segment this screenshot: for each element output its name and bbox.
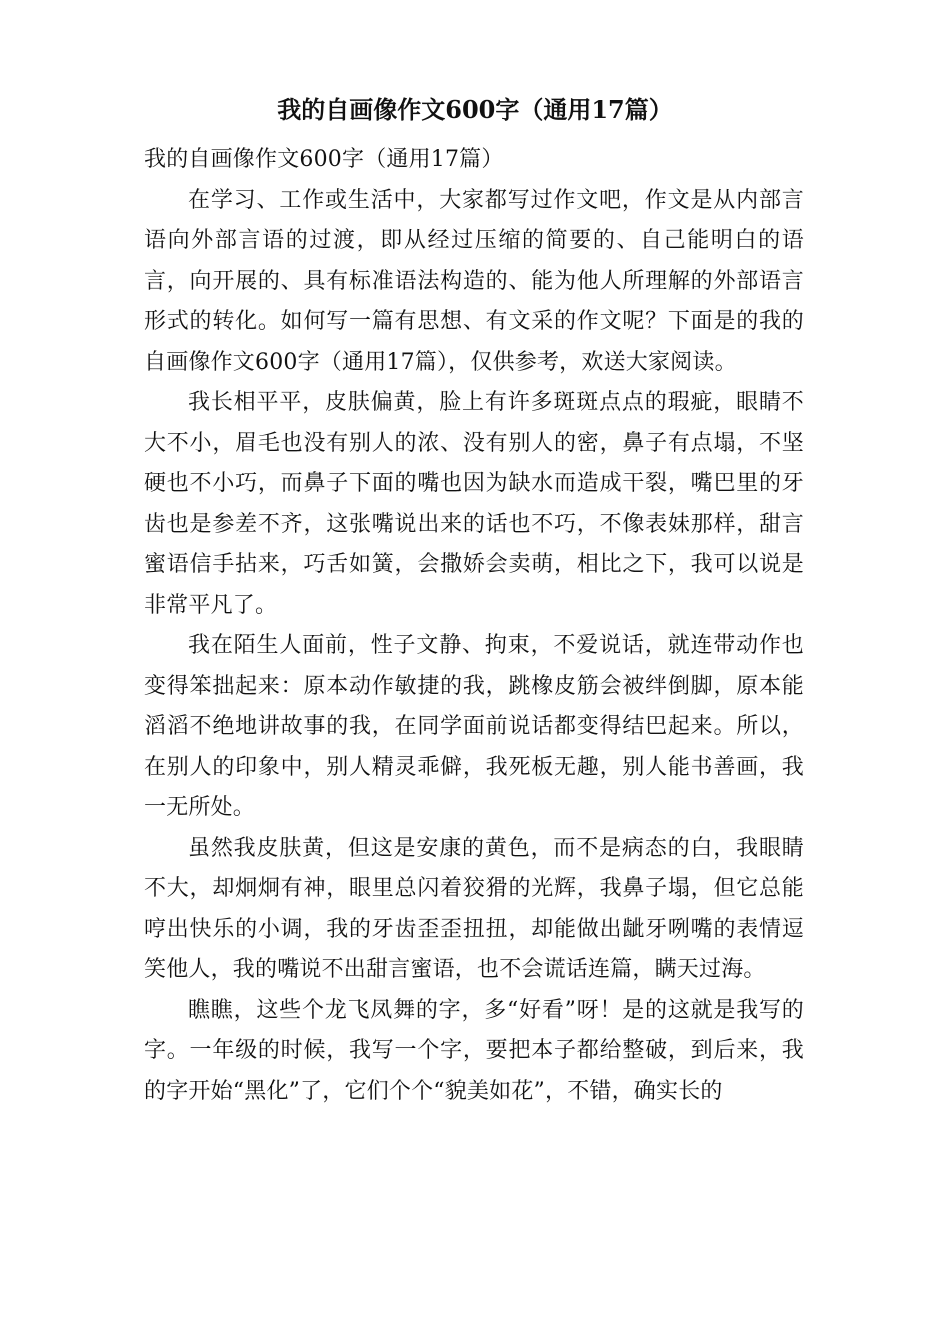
paragraph-personality: 我在陌生人面前，性子文静、拘束，不爱说话，就连带动作也变得笨拙起来：原本动作敏捷的我，跳橡皮筋会被绊倒脚，原本能滔滔不绝地讲故事的我，在同学面前说话都变得结巴起来。所以，在别人的印象中，别人精灵乖僻，我死板无趣，别人能书善画，我一无所处。 xyxy=(144,633,804,820)
paragraph-appearance: 我长相平平，皮肤偏黄，脸上有许多斑斑点点的瑕疵，眼睛不大不小，眉毛也没有别人的浓、没有别人的密，鼻子有点塌，不坚硬也不小巧，而鼻子下面的嘴也因为缺水而造成干裂，嘴巴里的牙齿也是参差不齐，这张嘴说出来的话也不巧，不像表妹那样，甜言蜜语信手拈来，巧舌如簧，会撒娇会卖萌，相比之下，我可以说是非常平凡了。 xyxy=(144,390,804,618)
document-title: 我的自画像作文600字（通用17篇） xyxy=(277,95,673,124)
paragraph-strengths: 虽然我皮肤黄，但这是安康的黄色，而不是病态的白，我眼睛不大，却炯炯有神，眼里总闪着狡猾的光辉，我鼻子塌，但它总能哼出快乐的小调，我的牙齿歪歪扭扭，却能做出龇牙咧嘴的表情逗笑他人，我的嘴说不出甜言蜜语，也不会谎话连篇，瞒天过海。 xyxy=(144,835,804,982)
paragraph-intro: 在学习、工作或生活中，大家都写过作文吧，作文是从内部言语向外部言语的过渡，即从经过压缩的简要的、自己能明白的语言，向开展的、具有标准语法构造的、能为他人所理解的外部语言形式的转化。如何写一篇有思想、有文采的作文呢？下面是的我的自画像作文600字（通用17篇），仅供参考，欢送大家阅读。 xyxy=(144,187,804,375)
document-subtitle: 我的自画像作文600字（通用17篇） xyxy=(144,147,504,172)
paragraph-handwriting: 瞧瞧，这些个龙飞凤舞的字，多“好看”呀！是的这就是我写的字。一年级的时候，我写一个字，要把本子都给整破，到后来，我的字开始“黑化”了，它们个个“貌美如花”，不错，确实长的 xyxy=(144,997,804,1104)
document-body xyxy=(144,140,804,1112)
